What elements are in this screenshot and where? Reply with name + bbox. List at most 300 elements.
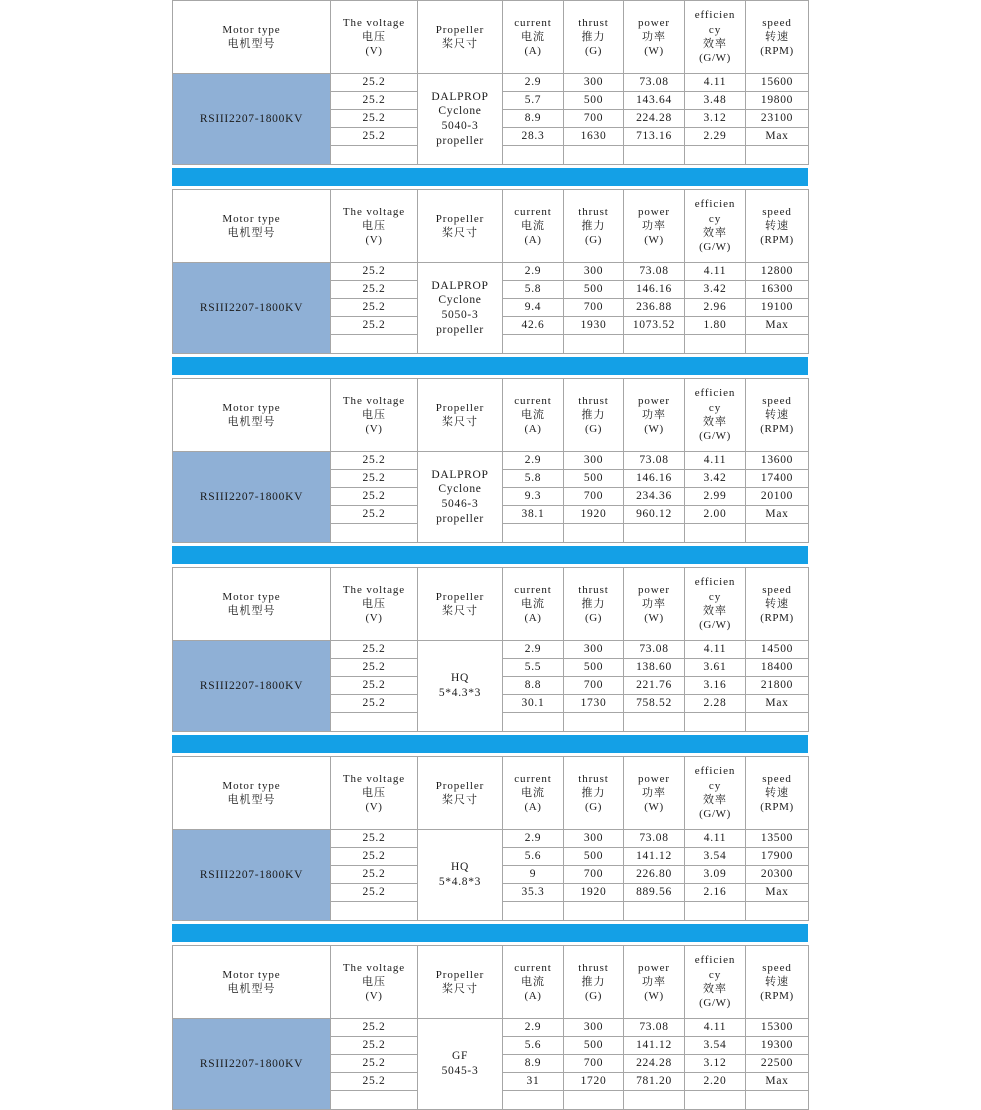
col-header-current — [503, 757, 564, 830]
propeller-line: Cyclone — [438, 294, 482, 307]
col-header-speed — [746, 1, 809, 74]
cell-current: 2.9 — [503, 263, 564, 281]
cell-speed-empty — [746, 146, 809, 165]
header-en-power: power — [638, 205, 670, 218]
propeller-line: HQ — [450, 672, 469, 685]
cell-speed: 18400 — [746, 659, 809, 677]
cell-power: 889.56 — [624, 884, 685, 902]
header-cn-efficiency: 效率 — [703, 415, 727, 428]
cell-power: 224.28 — [624, 1055, 685, 1073]
cell-thrust: 500 — [564, 659, 624, 677]
cell-voltage: 25.2 — [331, 830, 418, 848]
cell-current: 8.9 — [503, 110, 564, 128]
cell-efficiency: 4.11 — [685, 830, 746, 848]
cell-efficiency: 3.48 — [685, 92, 746, 110]
header-cn-current: 电流 — [521, 407, 545, 421]
cell-speed: 13500 — [746, 830, 809, 848]
header-en-motor_type: Motor type — [222, 779, 281, 792]
header-unit-power: (W) — [644, 801, 664, 814]
col-header-power — [624, 190, 685, 263]
header-unit-efficiency: (G/W) — [699, 52, 731, 65]
cell-current: 9.3 — [503, 488, 564, 506]
col-header-power — [624, 757, 685, 830]
cell-efficiency: 3.12 — [685, 1055, 746, 1073]
header-en2-efficiency: cy — [708, 590, 722, 603]
cell-speed-empty — [746, 524, 809, 543]
cell-efficiency: 3.54 — [685, 1037, 746, 1055]
header-en-power: power — [638, 961, 670, 974]
cell-thrust: 300 — [564, 452, 624, 470]
cell-voltage: 25.2 — [331, 470, 418, 488]
motor-test-block — [172, 567, 808, 732]
col-header-speed — [746, 946, 809, 1019]
cell-thrust: 500 — [564, 92, 624, 110]
cell-voltage: 25.2 — [331, 317, 418, 335]
cell-efficiency: 2.96 — [685, 299, 746, 317]
cell-current: 8.8 — [503, 677, 564, 695]
header-en2-efficiency: cy — [708, 212, 722, 225]
cell-efficiency: 4.11 — [685, 452, 746, 470]
header-en-efficiency: efficien — [694, 9, 736, 22]
cell-voltage: 25.2 — [331, 1019, 418, 1037]
cell-speed: Max — [746, 884, 809, 902]
header-en-thrust: thrust — [578, 583, 609, 596]
cell-speed: 21800 — [746, 677, 809, 695]
cell-speed: 19800 — [746, 92, 809, 110]
header-en-thrust: thrust — [578, 772, 609, 785]
cell-speed: 14500 — [746, 641, 809, 659]
cell-thrust-empty — [564, 713, 624, 732]
header-en-power: power — [638, 583, 670, 596]
propeller-line: 5050-3 — [441, 309, 479, 321]
cell-speed: 15600 — [746, 74, 809, 92]
cell-power: 141.12 — [624, 848, 685, 866]
cell-thrust-empty — [564, 146, 624, 165]
cell-speed: 17900 — [746, 848, 809, 866]
header-cn-voltage: 电压 — [362, 407, 386, 421]
col-header-speed — [746, 379, 809, 452]
header-unit-thrust: (G) — [584, 45, 603, 58]
header-cn-speed: 转速 — [765, 974, 789, 988]
propeller-line: 5*4.3*3 — [438, 687, 482, 699]
motor-test-block — [172, 0, 808, 165]
col-header-current — [503, 379, 564, 452]
table-header-row — [173, 757, 809, 830]
header-unit-efficiency: (G/W) — [699, 430, 731, 443]
cell-thrust: 700 — [564, 299, 624, 317]
col-header-voltage — [331, 757, 418, 830]
header-cn-voltage: 电压 — [362, 596, 386, 610]
cell-thrust: 1630 — [564, 128, 624, 146]
cell-current-empty — [503, 902, 564, 921]
header-cn-voltage: 电压 — [362, 785, 386, 799]
cell-current: 5.6 — [503, 1037, 564, 1055]
col-header-propeller — [418, 379, 503, 452]
cell-power: 224.28 — [624, 110, 685, 128]
header-en-power: power — [638, 16, 670, 29]
header-unit-power: (W) — [644, 234, 664, 247]
cell-power: 146.16 — [624, 470, 685, 488]
header-en-efficiency: efficien — [694, 576, 736, 589]
col-header-propeller — [418, 190, 503, 263]
table-row — [173, 452, 809, 470]
header-unit-speed: (RPM) — [760, 45, 794, 58]
cell-voltage: 25.2 — [331, 506, 418, 524]
header-en-motor_type: Motor type — [222, 23, 281, 36]
cell-power: 73.08 — [624, 641, 685, 659]
cell-power: 960.12 — [624, 506, 685, 524]
header-cn-efficiency: 效率 — [703, 604, 727, 617]
cell-current: 2.9 — [503, 1019, 564, 1037]
cell-current-empty — [503, 335, 564, 354]
table-header-row — [173, 568, 809, 641]
cell-power: 236.88 — [624, 299, 685, 317]
cell-efficiency: 2.29 — [685, 128, 746, 146]
propeller-line: HQ — [450, 861, 469, 874]
cell-thrust: 500 — [564, 470, 624, 488]
header-en-propeller: Propeller — [435, 968, 485, 981]
header-en-current: current — [514, 961, 552, 974]
cell-current: 5.8 — [503, 281, 564, 299]
header-en-thrust: thrust — [578, 394, 609, 407]
cell-current: 5.5 — [503, 659, 564, 677]
header-unit-efficiency: (G/W) — [699, 997, 731, 1010]
cell-power-empty — [624, 902, 685, 921]
col-header-speed — [746, 757, 809, 830]
cell-thrust: 1920 — [564, 506, 624, 524]
col-header-thrust — [564, 379, 624, 452]
cell-speed: Max — [746, 695, 809, 713]
header-cn-thrust: 推力 — [581, 596, 606, 610]
cell-efficiency: 3.61 — [685, 659, 746, 677]
cell-current: 5.8 — [503, 470, 564, 488]
col-header-power — [624, 946, 685, 1019]
header-unit-current: (A) — [524, 612, 542, 625]
cell-efficiency: 3.54 — [685, 848, 746, 866]
cell-speed: 15300 — [746, 1019, 809, 1037]
header-en-speed: speed — [762, 16, 792, 29]
col-header-motor_type — [173, 757, 331, 830]
header-en-power: power — [638, 772, 670, 785]
cell-speed: 20100 — [746, 488, 809, 506]
header-en2-efficiency: cy — [708, 23, 722, 36]
header-en-propeller: Propeller — [435, 590, 485, 603]
cell-speed-empty — [746, 1091, 809, 1110]
cell-voltage-empty — [331, 146, 418, 165]
cell-thrust: 300 — [564, 74, 624, 92]
cell-voltage: 25.2 — [331, 677, 418, 695]
cell-voltage: 25.2 — [331, 74, 418, 92]
cell-efficiency: 2.16 — [685, 884, 746, 902]
motor-type-cell: RSIII2207-1800KV — [173, 641, 331, 732]
motor-thrust-test-sheet — [172, 0, 808, 1110]
propeller-line: 5040-3 — [441, 120, 479, 132]
col-header-thrust — [564, 568, 624, 641]
cell-voltage: 25.2 — [331, 452, 418, 470]
cell-thrust: 700 — [564, 488, 624, 506]
header-unit-current: (A) — [524, 234, 542, 247]
table-row — [173, 74, 809, 92]
header-unit-thrust: (G) — [584, 801, 603, 814]
col-header-efficiency — [685, 946, 746, 1019]
header-unit-current: (A) — [524, 801, 542, 814]
cell-power-empty — [624, 713, 685, 732]
header-cn-propeller: 桨尺寸 — [442, 415, 478, 428]
cell-speed: 17400 — [746, 470, 809, 488]
col-header-propeller — [418, 757, 503, 830]
motor-test-block — [172, 189, 808, 354]
header-unit-voltage: (V) — [365, 801, 383, 814]
cell-voltage-empty — [331, 524, 418, 543]
header-cn-propeller: 桨尺寸 — [442, 982, 478, 995]
table-header-row — [173, 190, 809, 263]
header-cn-thrust: 推力 — [581, 29, 606, 43]
col-header-efficiency — [685, 568, 746, 641]
header-unit-power: (W) — [644, 45, 664, 58]
header-cn-power: 功率 — [642, 218, 666, 232]
header-unit-current: (A) — [524, 990, 542, 1003]
cell-current: 31 — [503, 1073, 564, 1091]
cell-voltage-empty — [331, 335, 418, 354]
col-header-propeller — [418, 1, 503, 74]
propeller-line: 5*4.8*3 — [438, 876, 482, 888]
header-en-thrust: thrust — [578, 961, 609, 974]
motor-type-cell: RSIII2207-1800KV — [173, 830, 331, 921]
header-en-efficiency: efficien — [694, 765, 736, 778]
header-en-current: current — [514, 16, 552, 29]
header-en-voltage: The voltage — [342, 583, 406, 596]
propeller-line: Cyclone — [438, 483, 482, 496]
cell-thrust: 700 — [564, 866, 624, 884]
cell-power: 221.76 — [624, 677, 685, 695]
cell-current: 38.1 — [503, 506, 564, 524]
header-en-thrust: thrust — [578, 205, 609, 218]
cell-voltage: 25.2 — [331, 92, 418, 110]
cell-speed: 23100 — [746, 110, 809, 128]
cell-current: 2.9 — [503, 830, 564, 848]
col-header-voltage — [331, 190, 418, 263]
propeller-line: DALPROP — [431, 90, 489, 103]
header-cn-voltage: 电压 — [362, 29, 386, 43]
col-header-motor_type — [173, 190, 331, 263]
cell-power: 138.60 — [624, 659, 685, 677]
cell-efficiency-empty — [685, 524, 746, 543]
header-en-voltage: The voltage — [342, 961, 406, 974]
cell-current: 5.7 — [503, 92, 564, 110]
header-cn-propeller: 桨尺寸 — [442, 37, 478, 50]
header-unit-power: (W) — [644, 990, 664, 1003]
motor-test-block — [172, 378, 808, 543]
motor-test-block — [172, 945, 808, 1110]
header-cn-voltage: 电压 — [362, 218, 386, 232]
cell-thrust: 300 — [564, 641, 624, 659]
cell-thrust: 500 — [564, 281, 624, 299]
col-header-voltage — [331, 946, 418, 1019]
col-header-speed — [746, 568, 809, 641]
cell-current: 28.3 — [503, 128, 564, 146]
propeller-line: propeller — [436, 323, 484, 336]
cell-speed: 19300 — [746, 1037, 809, 1055]
header-cn-thrust: 推力 — [581, 785, 606, 799]
cell-power: 73.08 — [624, 830, 685, 848]
col-header-motor_type — [173, 946, 331, 1019]
header-cn-motor_type: 电机型号 — [227, 415, 276, 428]
cell-current: 42.6 — [503, 317, 564, 335]
propeller-cell — [418, 452, 503, 543]
header-en-speed: speed — [762, 961, 792, 974]
header-cn-voltage: 电压 — [362, 974, 386, 988]
col-header-efficiency — [685, 379, 746, 452]
header-en-efficiency: efficien — [694, 198, 736, 211]
propeller-line: DALPROP — [431, 468, 489, 481]
col-header-propeller — [418, 946, 503, 1019]
cell-power-empty — [624, 146, 685, 165]
header-unit-voltage: (V) — [365, 612, 383, 625]
cell-efficiency-empty — [685, 902, 746, 921]
cell-efficiency: 3.42 — [685, 281, 746, 299]
header-en-voltage: The voltage — [342, 205, 406, 218]
cell-voltage: 25.2 — [331, 281, 418, 299]
propeller-line: 5046-3 — [441, 498, 479, 510]
cell-speed: 19100 — [746, 299, 809, 317]
header-unit-voltage: (V) — [365, 990, 383, 1003]
cell-voltage: 25.2 — [331, 488, 418, 506]
propeller-line: DALPROP — [431, 279, 489, 292]
cell-current: 9.4 — [503, 299, 564, 317]
cell-efficiency: 4.11 — [685, 1019, 746, 1037]
col-header-thrust — [564, 757, 624, 830]
header-en-power: power — [638, 394, 670, 407]
block-separator-bar — [172, 168, 808, 186]
col-header-speed — [746, 190, 809, 263]
col-header-current — [503, 568, 564, 641]
cell-voltage: 25.2 — [331, 866, 418, 884]
block-separator-bar — [172, 546, 808, 564]
cell-voltage: 25.2 — [331, 884, 418, 902]
table-row — [173, 641, 809, 659]
cell-power: 73.08 — [624, 452, 685, 470]
col-header-thrust — [564, 946, 624, 1019]
cell-voltage: 25.2 — [331, 299, 418, 317]
header-unit-efficiency: (G/W) — [699, 241, 731, 254]
header-cn-current: 电流 — [521, 218, 545, 232]
header-en-thrust: thrust — [578, 16, 609, 29]
header-cn-motor_type: 电机型号 — [227, 793, 276, 806]
propeller-line: propeller — [436, 134, 484, 147]
table-row — [173, 1019, 809, 1037]
cell-power: 146.16 — [624, 281, 685, 299]
cell-current: 2.9 — [503, 641, 564, 659]
motor-test-table — [172, 567, 809, 732]
header-cn-power: 功率 — [642, 785, 666, 799]
header-cn-motor_type: 电机型号 — [227, 604, 276, 617]
table-header-row — [173, 946, 809, 1019]
cell-voltage: 25.2 — [331, 848, 418, 866]
header-cn-current: 电流 — [521, 596, 545, 610]
cell-current: 2.9 — [503, 452, 564, 470]
header-unit-thrust: (G) — [584, 423, 603, 436]
cell-speed: 22500 — [746, 1055, 809, 1073]
col-header-voltage — [331, 568, 418, 641]
cell-voltage: 25.2 — [331, 641, 418, 659]
header-unit-voltage: (V) — [365, 234, 383, 247]
cell-speed: Max — [746, 128, 809, 146]
header-en2-efficiency: cy — [708, 968, 722, 981]
col-header-thrust — [564, 190, 624, 263]
header-unit-voltage: (V) — [365, 423, 383, 436]
cell-thrust: 500 — [564, 1037, 624, 1055]
propeller-cell — [418, 1019, 503, 1110]
header-cn-power: 功率 — [642, 407, 666, 421]
col-header-motor_type — [173, 1, 331, 74]
propeller-cell — [418, 74, 503, 165]
header-cn-efficiency: 效率 — [703, 982, 727, 995]
header-cn-motor_type: 电机型号 — [227, 37, 276, 50]
cell-power: 73.08 — [624, 263, 685, 281]
header-en-speed: speed — [762, 205, 792, 218]
motor-type-cell: RSIII2207-1800KV — [173, 452, 331, 543]
cell-voltage: 25.2 — [331, 1037, 418, 1055]
cell-efficiency: 3.12 — [685, 110, 746, 128]
header-en-propeller: Propeller — [435, 401, 485, 414]
header-unit-efficiency: (G/W) — [699, 619, 731, 632]
cell-thrust: 1720 — [564, 1073, 624, 1091]
header-cn-current: 电流 — [521, 785, 545, 799]
cell-power: 781.20 — [624, 1073, 685, 1091]
motor-type-cell: RSIII2207-1800KV — [173, 263, 331, 354]
cell-thrust-empty — [564, 335, 624, 354]
cell-voltage: 25.2 — [331, 128, 418, 146]
header-en-current: current — [514, 394, 552, 407]
header-cn-speed: 转速 — [765, 29, 789, 43]
cell-speed: Max — [746, 317, 809, 335]
cell-speed: Max — [746, 1073, 809, 1091]
header-en-voltage: The voltage — [342, 772, 406, 785]
header-cn-motor_type: 电机型号 — [227, 982, 276, 995]
block-separator-bar — [172, 924, 808, 942]
header-unit-thrust: (G) — [584, 234, 603, 247]
header-cn-thrust: 推力 — [581, 407, 606, 421]
cell-efficiency: 2.28 — [685, 695, 746, 713]
col-header-current — [503, 1, 564, 74]
header-unit-speed: (RPM) — [760, 801, 794, 814]
cell-efficiency: 4.11 — [685, 641, 746, 659]
header-unit-speed: (RPM) — [760, 423, 794, 436]
cell-power-empty — [624, 1091, 685, 1110]
header-unit-efficiency: (G/W) — [699, 808, 731, 821]
header-unit-voltage: (V) — [365, 45, 383, 58]
header-cn-power: 功率 — [642, 974, 666, 988]
header-en-efficiency: efficien — [694, 387, 736, 400]
cell-efficiency: 3.09 — [685, 866, 746, 884]
cell-efficiency: 3.42 — [685, 470, 746, 488]
header-en2-efficiency: cy — [708, 779, 722, 792]
header-en-motor_type: Motor type — [222, 212, 281, 225]
motor-test-block — [172, 756, 808, 921]
cell-current: 8.9 — [503, 1055, 564, 1073]
cell-thrust: 700 — [564, 110, 624, 128]
propeller-cell — [418, 263, 503, 354]
cell-thrust: 300 — [564, 263, 624, 281]
cell-current-empty — [503, 713, 564, 732]
block-separator-bar — [172, 735, 808, 753]
cell-voltage-empty — [331, 713, 418, 732]
header-cn-efficiency: 效率 — [703, 226, 727, 239]
cell-current-empty — [503, 1091, 564, 1110]
header-cn-efficiency: 效率 — [703, 37, 727, 50]
cell-voltage: 25.2 — [331, 1073, 418, 1091]
cell-current-empty — [503, 146, 564, 165]
